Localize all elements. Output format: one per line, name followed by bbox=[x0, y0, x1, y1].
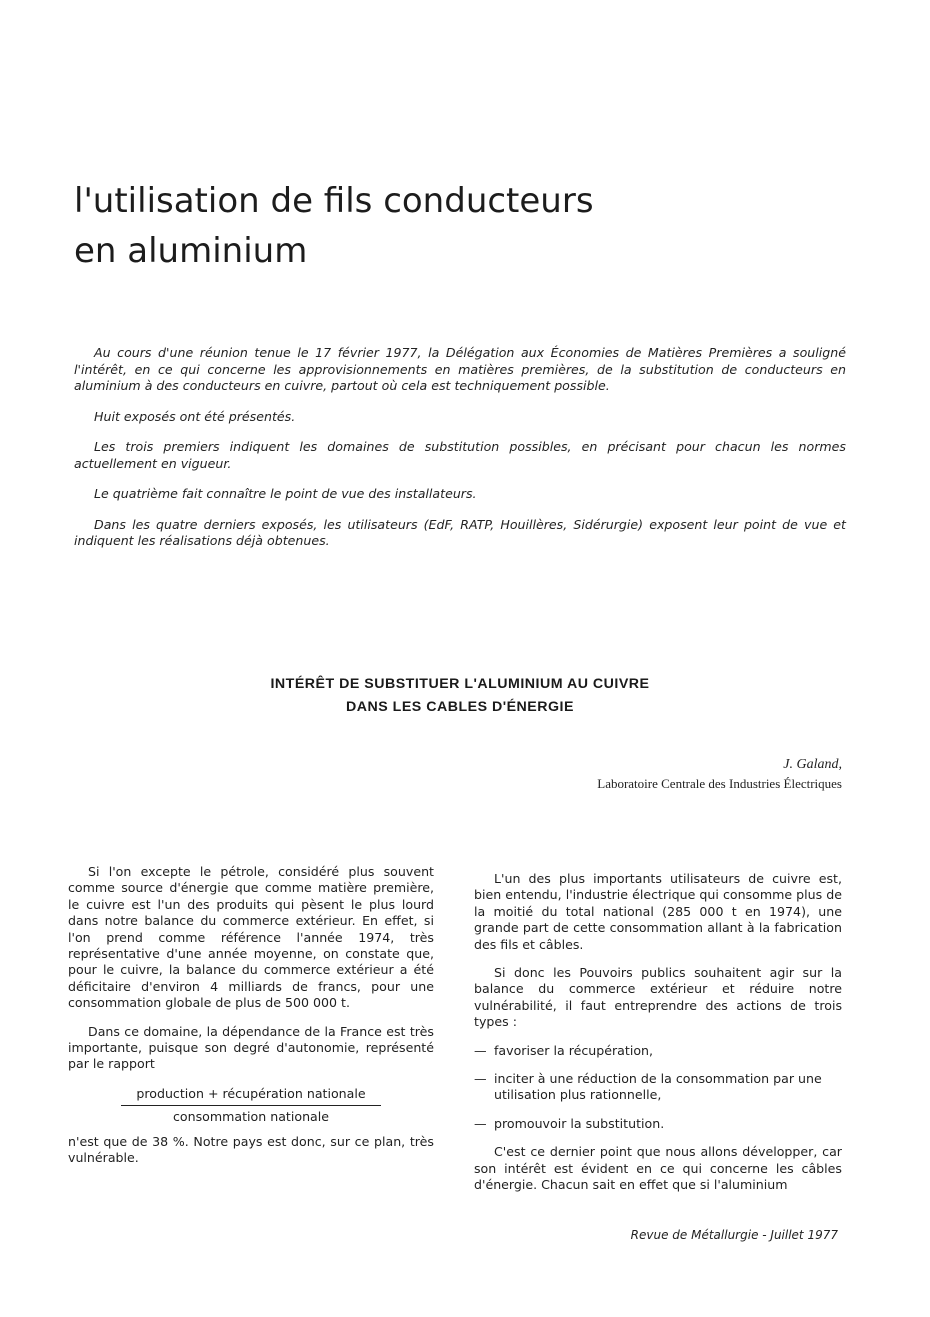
body-paragraph: Si donc les Pouvoirs publics souhaitent agir sur la balance du commerce extérieur et réduire notre vulnérabilité, il faut entreprendre des actions de trois types : bbox=[474, 965, 842, 1030]
dash-bullet: — bbox=[474, 1071, 487, 1087]
left-column bbox=[68, 864, 434, 1179]
article-title-line-2: en aluminium bbox=[74, 231, 308, 271]
author-affiliation: Laboratoire Centrale des Industries Électriques bbox=[597, 776, 842, 791]
body-paragraph: C'est ce dernier point que nous allons développer, car son intérêt est évident en ce qui concerne les câbles d'énergie. Chacun sait en effet que si l'aluminium bbox=[474, 1144, 842, 1193]
section-heading-line-2: DANS LES CABLES D'ÉNERGIE bbox=[346, 699, 574, 715]
fraction-numerator: production + récupération nationale bbox=[121, 1085, 381, 1106]
body-paragraph: Si l'on excepte le pétrole, considéré plus souvent comme source d'énergie que comme matière première, le cuivre est l'un des produits qui pèsent le plus lourd dans notre balance du commerce extérieur. En effet, si l'on prend comme référence l'année 1974, très représentative d'une année moyenne, on constate que, pour le cuivre, la balance du commerce extérieur a été déficitaire d'environ 4 milliards de francs, pour une consommation globale de plus de 500 000 t. bbox=[68, 864, 434, 1011]
body-paragraph: n'est que de 38 %. Notre pays est donc, sur ce plan, très vulnérable. bbox=[68, 1133, 434, 1166]
intro-paragraph: Au cours d'une réunion tenue le 17 février 1977, la Délégation aux Économies de Matières Premières a souligné l'intérêt, en ce qui concerne les approvisionnements en matières premières, de la substitution de conducteurs en aluminium à des conducteurs en cuivre, partout où cela est techniquement possible. bbox=[74, 345, 846, 393]
list-item bbox=[474, 1043, 842, 1059]
fraction-denominator: consommation nationale bbox=[172, 1108, 330, 1124]
right-column bbox=[474, 871, 842, 1206]
intro-paragraph: Le quatrième fait connaître le point de vue des installateurs. bbox=[94, 486, 477, 501]
body-paragraph: Dans ce domaine, la dépendance de la France est très importante, puisque son degré d'autonomie, représenté par le rapport bbox=[68, 1023, 434, 1072]
list-item bbox=[474, 1071, 842, 1104]
autonomy-ratio-fraction bbox=[121, 1085, 381, 1126]
introduction bbox=[74, 345, 846, 564]
dash-bullet: — bbox=[474, 1042, 487, 1058]
intro-paragraph: Dans les quatre derniers exposés, les utilisateurs (EdF, RATP, Houillères, Sidérurgie) exposent leur point de vue et indiquent les réalisations déjà obtenues. bbox=[74, 516, 846, 548]
list-item-text: favoriser la récupération, bbox=[494, 1042, 654, 1058]
body-paragraph: L'un des plus importants utilisateurs de cuivre est, bien entendu, l'industrie électrique qui consomme plus de la moitié du total national (285 000 t en 1974), une grande part de cette consommation allant à la fabrication des fils et câbles. bbox=[474, 871, 842, 952]
dash-bullet: — bbox=[474, 1115, 487, 1131]
article-title-line-1: l'utilisation de fils conducteurs bbox=[74, 181, 594, 221]
section-heading bbox=[160, 673, 760, 719]
list-item bbox=[474, 1116, 842, 1132]
journal-footer: Revue de Métallurgie - Juillet 1977 bbox=[630, 1228, 838, 1242]
intro-paragraph: Les trois premiers indiquent les domaines de substitution possibles, en précisant pour chacun les normes actuellement en vigueur. bbox=[74, 439, 846, 471]
list-item-text: inciter à une réduction de la consommation par une utilisation plus rationnelle, bbox=[494, 1071, 822, 1103]
section-heading-line-1: INTÉRÊT DE SUBSTITUER L'ALUMINIUM AU CUIVRE bbox=[270, 676, 650, 692]
list-item-text: promouvoir la substitution. bbox=[494, 1115, 665, 1131]
intro-paragraph: Huit exposés ont été présentés. bbox=[94, 408, 296, 424]
article-title bbox=[74, 176, 774, 276]
author-name: J. Galand, bbox=[783, 757, 842, 772]
